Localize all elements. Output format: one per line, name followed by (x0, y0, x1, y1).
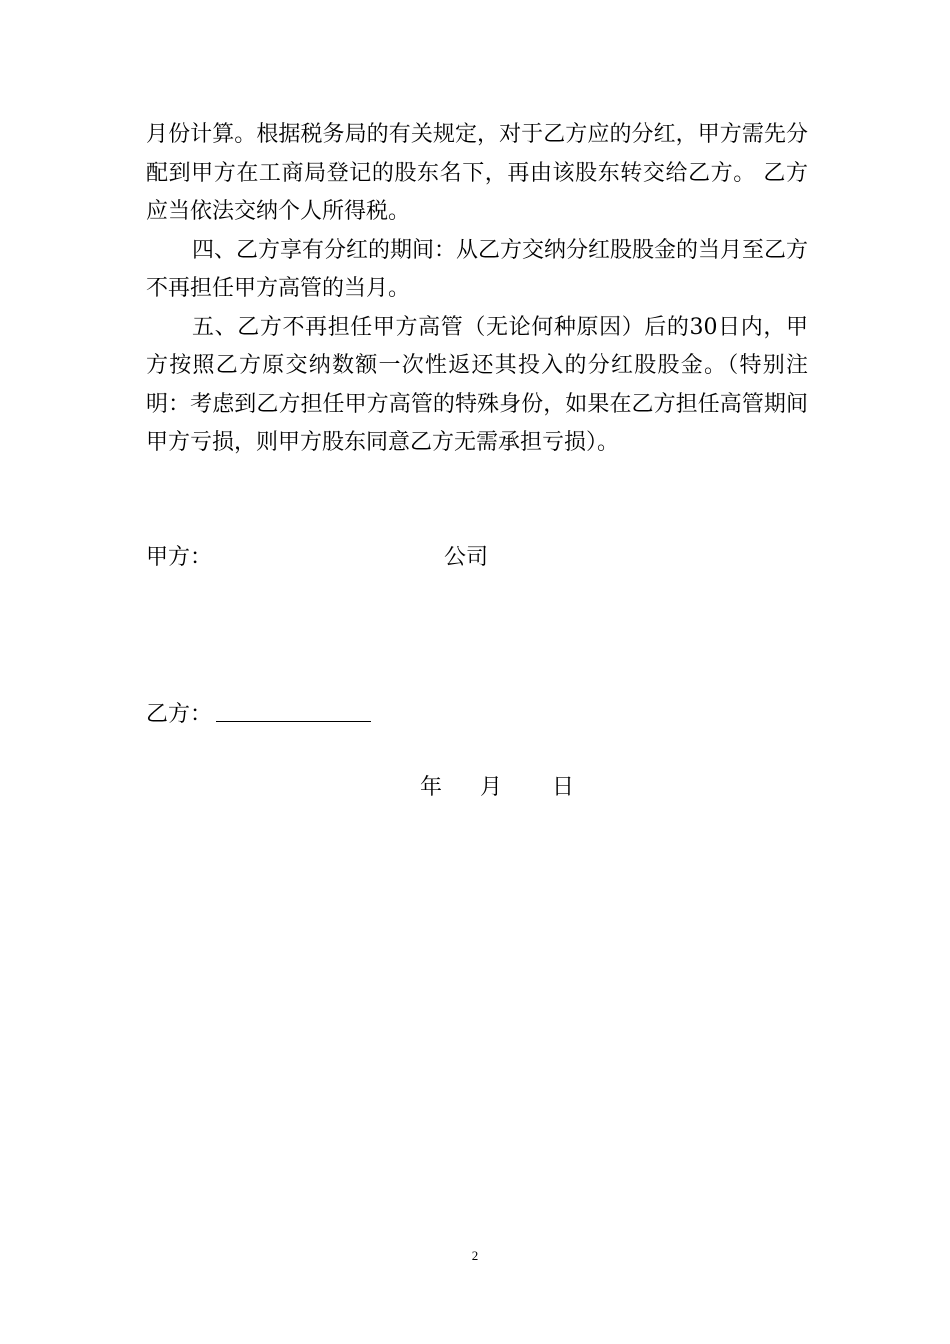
date-day-label: 日 (552, 775, 575, 800)
paragraph-clause-five: 五、乙方不再担任甲方高管（无论何种原因）后的30日内，甲方按照乙方原交纳数额一次性返还其投入的分红股股金。（特别注明：考虑到乙方担任甲方高管的特殊身份，如果在乙方担任高管期间甲方亏损，则甲方股东同意乙方无需承担亏损）。 (146, 314, 808, 455)
paragraph-clause-four: 四、乙方享有分红的期间：从乙方交纳分红股股金的当月至乙方不再担任甲方高管的当月。 (146, 237, 809, 301)
contract-body (146, 116, 808, 463)
date-year-label: 年 (420, 775, 443, 800)
paragraph-continuation: 月份计算。根据税务局的有关规定，对于乙方应的分红，甲方需先分配到甲方在工商局登记的股东名下，再由该股东转交给乙方。 乙方应当依法交纳个人所得税。 (146, 122, 808, 224)
page-number: 2 (471, 1248, 479, 1263)
party-a-label: 甲方： (146, 545, 213, 570)
date-month-label: 月 (480, 775, 503, 800)
party-a-company-suffix: 公司 (444, 545, 489, 570)
party-b-label: 乙方： (146, 702, 213, 727)
party-b-signature-line (216, 721, 371, 722)
